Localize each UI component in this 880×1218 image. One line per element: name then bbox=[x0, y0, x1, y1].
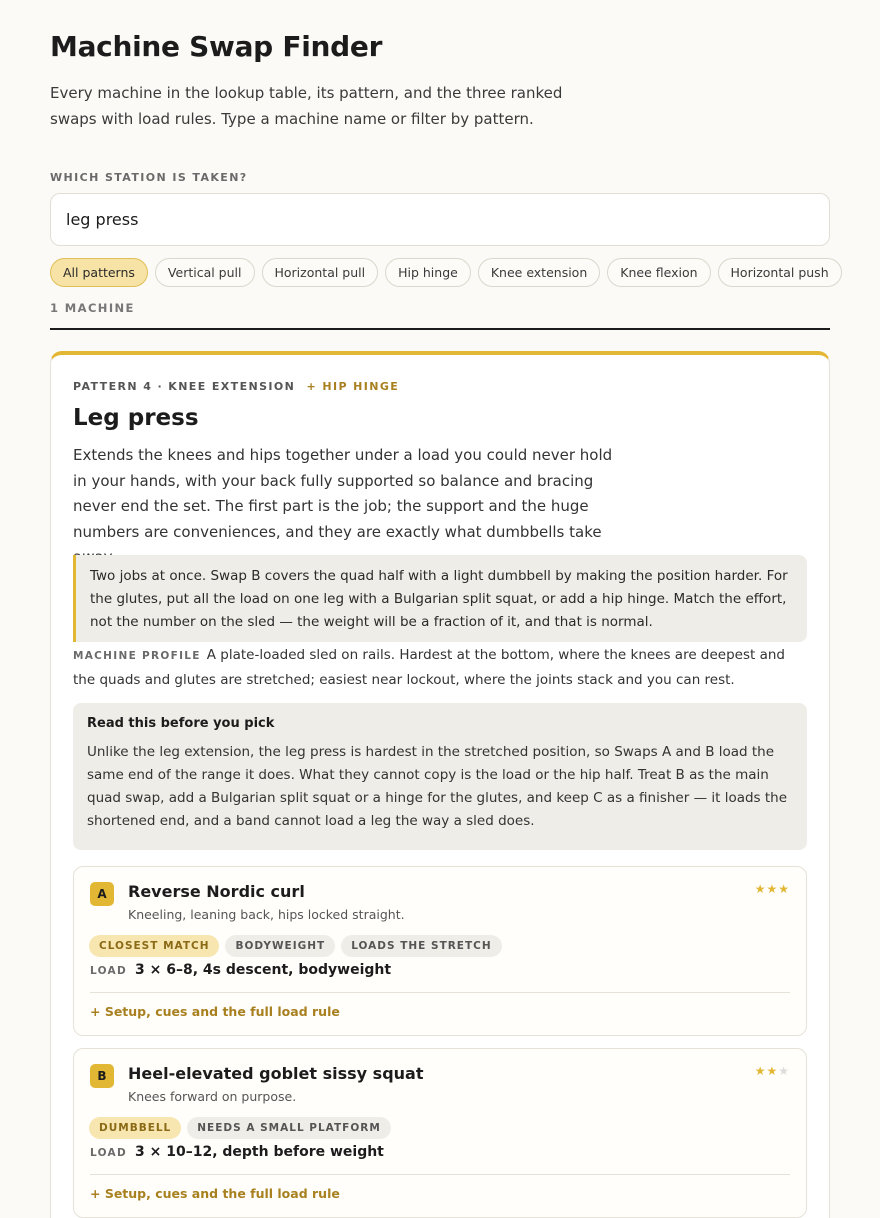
swap-subtitle: Kneeling, leaning back, hips locked straight. bbox=[128, 907, 405, 922]
filter-horizontal-push[interactable]: Horizontal push bbox=[718, 258, 842, 287]
star-filled-icon: ★ bbox=[766, 1064, 779, 1078]
swap-name: Reverse Nordic curl bbox=[128, 882, 305, 901]
filter-knee-flexion[interactable]: Knee flexion bbox=[607, 258, 710, 287]
swap-letter-badge: B bbox=[90, 1064, 114, 1088]
swap-tags bbox=[89, 935, 502, 957]
read-before-pick-text: Unlike the leg extension, the leg press is hardest in the stretched position, so Swaps A and B load the same end of the range it does. What they cannot copy is the load or the hip half. Treat B as the main quad swap, add a Bulgarian split squat or a hinge for the glutes, and keep C as a finisher — it loads the shortened end, and a band cannot load a leg the way a sled does. bbox=[87, 744, 788, 829]
filter-hip-hinge[interactable]: Hip hinge bbox=[385, 258, 471, 287]
star-filled-icon: ★ bbox=[754, 1064, 767, 1078]
star-filled-icon: ★ bbox=[754, 882, 767, 896]
swap-divider bbox=[90, 992, 790, 993]
machine-profile bbox=[73, 643, 807, 692]
machine-profile-label: MACHINE PROFILE bbox=[73, 650, 201, 662]
search-label: WHICH STATION IS TAKEN? bbox=[50, 171, 248, 184]
read-before-pick-box bbox=[73, 703, 807, 850]
star-filled-icon: ★ bbox=[778, 882, 790, 896]
tag-closest-match: CLOSEST MATCH bbox=[89, 935, 219, 957]
tag-loads-the-stretch: LOADS THE STRETCH bbox=[341, 935, 501, 957]
pattern-filters bbox=[50, 258, 842, 287]
extra-pattern-label: + HIP HINGE bbox=[306, 380, 400, 393]
read-before-pick-title: Read this before you pick bbox=[87, 716, 275, 731]
filter-all-patterns[interactable]: All patterns bbox=[50, 258, 148, 287]
tag-dumbbell: DUMBBELL bbox=[89, 1117, 181, 1139]
swap-load bbox=[90, 1144, 384, 1160]
machine-callout: Two jobs at once. Swap B covers the quad half with a light dumbbell by making the position harder. For the glutes, put all the load on one leg with a Bulgarian split squat, or add a hip hinge. Match the effort, not the number on the sled — the weight will be a fraction of it, and that is normal. bbox=[73, 555, 807, 642]
filter-horizontal-pull[interactable]: Horizontal pull bbox=[262, 258, 379, 287]
filter-knee-extension[interactable]: Knee extension bbox=[478, 258, 600, 287]
search-input[interactable] bbox=[50, 193, 830, 246]
swap-letter-badge: A bbox=[90, 882, 114, 906]
tag-bodyweight: BODYWEIGHT bbox=[225, 935, 335, 957]
star-filled-icon: ★ bbox=[766, 882, 779, 896]
swap-subtitle: Knees forward on purpose. bbox=[128, 1089, 297, 1104]
swap-load bbox=[90, 962, 391, 978]
swap-load-label: LOAD bbox=[90, 965, 128, 977]
swap-tags bbox=[89, 1117, 391, 1139]
swap-divider bbox=[90, 1174, 790, 1175]
swap-card-a bbox=[73, 866, 807, 1036]
swap-details-toggle[interactable]: + Setup, cues and the full load rule bbox=[90, 1004, 340, 1019]
pattern-breadcrumb bbox=[73, 380, 399, 393]
swap-rating bbox=[755, 1064, 790, 1078]
swap-load-value: 3 × 10–12, depth before weight bbox=[135, 1144, 384, 1160]
result-count: 1 MACHINE bbox=[50, 301, 135, 315]
swap-rating bbox=[755, 882, 790, 896]
star-empty-icon: ★ bbox=[778, 1064, 790, 1078]
machine-profile-text: A plate-loaded sled on rails. Hardest at the bottom, where the knees are deepest and the quads and glutes are stretched; easiest near lockout, where the joints stack and you can rest. bbox=[73, 647, 786, 688]
machine-title: Leg press bbox=[73, 405, 199, 431]
page-title: Machine Swap Finder bbox=[50, 30, 383, 63]
swap-details-toggle[interactable]: + Setup, cues and the full load rule bbox=[90, 1186, 340, 1201]
swap-load-value: 3 × 6–8, 4s descent, bodyweight bbox=[135, 962, 392, 978]
page-intro: Every machine in the lookup table, its pattern, and the three ranked swaps with load rules. Type a machine name or filter by pattern. bbox=[50, 84, 563, 128]
results-divider bbox=[50, 328, 830, 330]
pattern-label: PATTERN 4 · KNEE EXTENSION bbox=[73, 380, 296, 393]
filter-vertical-pull[interactable]: Vertical pull bbox=[155, 258, 255, 287]
swap-card-b bbox=[73, 1048, 807, 1218]
swap-name: Heel-elevated goblet sissy squat bbox=[128, 1064, 424, 1083]
machine-description: Extends the knees and hips together under a load you could never hold in your hands, with your back fully supported so balance and bracing never end the set. The first part is the job; the support and the huge numbers are conveniences, and they are exactly what dumbbells take bbox=[73, 446, 613, 541]
tag-needs-small-platform: NEEDS A SMALL PLATFORM bbox=[187, 1117, 391, 1139]
machine-card bbox=[50, 351, 830, 1218]
swap-load-label: LOAD bbox=[90, 1147, 128, 1159]
